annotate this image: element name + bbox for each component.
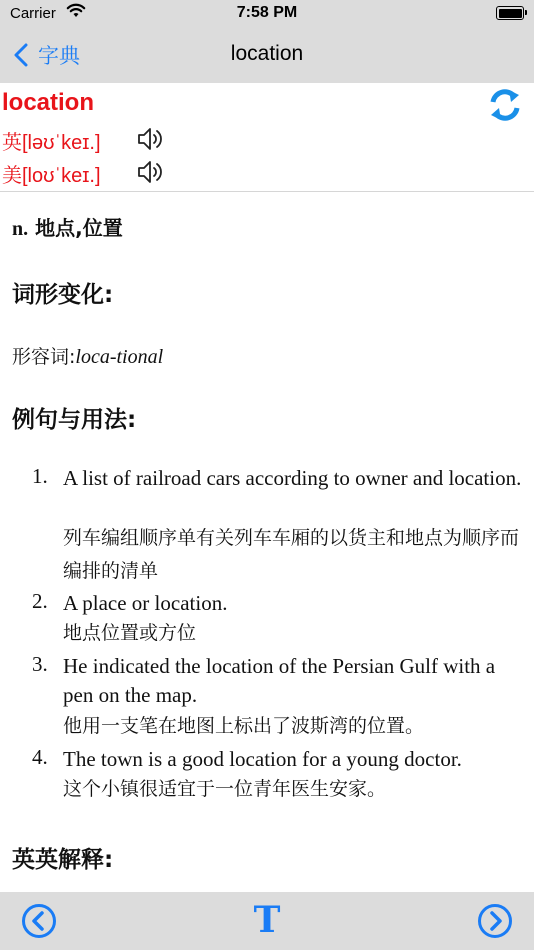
- navigation-bar: [0, 28, 534, 83]
- back-label: 字典: [38, 45, 80, 68]
- font-size-button[interactable]: T: [253, 899, 281, 941]
- carrier-label: Carrier: [10, 5, 56, 22]
- example-number: 4.: [32, 745, 48, 769]
- next-button[interactable]: [477, 903, 513, 939]
- part-of-speech: n.: [12, 218, 29, 240]
- example-chinese: 他用一支笔在地图上标出了波斯湾的位置。: [63, 715, 425, 737]
- example-chinese: 地点位置或方位: [63, 622, 197, 644]
- speaker-icon[interactable]: [136, 125, 164, 153]
- example-number: 3.: [32, 652, 48, 676]
- word-header: [0, 83, 534, 192]
- word-forms-heading: 词形变化:: [12, 282, 114, 308]
- pronunciation-us: 美[loʊˈkeɪ.]: [2, 165, 101, 187]
- word-forms: [12, 342, 163, 369]
- pronunciation-uk: 英[ləʊˈkeɪ.]: [2, 132, 101, 154]
- english-definition-heading: 英英解释:: [12, 847, 114, 873]
- definition: [12, 212, 123, 241]
- word-form-label: 形容词:: [12, 346, 76, 368]
- headword: location: [2, 89, 95, 116]
- word-form-value: loca-tional: [75, 346, 164, 368]
- example-chinese: 列车编组顺序单有关列车车厢的以货主和地点为顺序而编排的清单: [63, 527, 520, 582]
- example-number: 2.: [32, 589, 48, 613]
- previous-button[interactable]: [21, 903, 57, 939]
- definition-text: 地点,位置: [35, 216, 123, 240]
- example-number: 1.: [32, 464, 48, 488]
- example-english: A list of railroad cars according to owner and location.: [63, 466, 522, 490]
- example-english: The town is a good location for a young doctor.: [63, 747, 462, 771]
- battery-tip: [525, 10, 527, 15]
- examples-heading: 例句与用法:: [12, 407, 137, 433]
- battery-icon: [496, 6, 524, 20]
- status-bar: [0, 0, 534, 28]
- example-english: A place or location.: [63, 591, 228, 615]
- clock: 7:58 PM: [236, 4, 298, 21]
- example-chinese: 这个小镇很适宜于一位青年医生安家。: [63, 778, 387, 800]
- bottom-toolbar: [0, 892, 534, 950]
- refresh-icon[interactable]: [488, 87, 522, 123]
- page-title: location: [230, 42, 304, 65]
- speaker-icon[interactable]: [136, 158, 164, 186]
- example-english: He indicated the location of the Persian Gulf with a pen on the map.: [63, 654, 496, 707]
